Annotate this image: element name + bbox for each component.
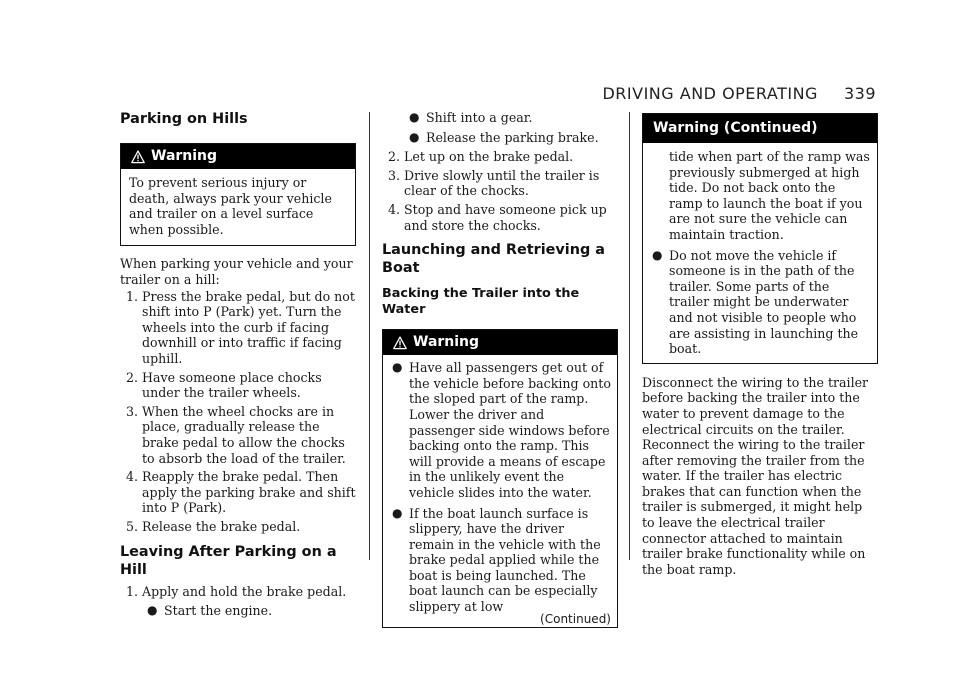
warning-label: Warning bbox=[413, 334, 480, 351]
wiring-paragraph: Disconnect the wiring to the trailer before backing the trailer into the water to prevent damage to the electrical circuits on the trailer. Reconnect the wiring to the trailer after removing the trailer from the water. If the trailer has electric brakes that can function when the trailer is submerged, it might help to leave the electrical trailer connector attached to maintain trailer brake functionality while on the boat ramp. bbox=[642, 374, 869, 577]
warning-header bbox=[121, 144, 355, 169]
warning-body bbox=[383, 355, 617, 627]
running-head bbox=[602, 84, 876, 103]
list-item: 4. Stop and have someone pick up and store the chocks. bbox=[388, 201, 607, 233]
column-2 bbox=[382, 110, 618, 628]
page-number: 339 bbox=[843, 84, 876, 103]
bullet-icon: ● bbox=[409, 110, 420, 124]
bullet-icon: ● bbox=[652, 247, 663, 262]
list-item: ● Have all passengers get out of the vehicle before backing onto the sloped part of the ramp. Lower the driver and passenger side windows before backing onto the ramp. This will provide a means of escape in the unlikely event the vehicle slides into the water. bbox=[392, 360, 611, 500]
warning-text: To prevent serious injury or death, always park your vehicle and trailer on a level surface when possible. bbox=[129, 175, 332, 237]
list-item: 2. Have someone place chocks under the trailer wheels. bbox=[126, 369, 322, 401]
section-heading-parking-on-hills: Parking on Hills bbox=[120, 111, 248, 127]
leaving-steps-list bbox=[120, 584, 356, 618]
bullet-icon: ● bbox=[147, 603, 158, 618]
bullet-icon: ● bbox=[392, 505, 403, 520]
section-heading-launching-boat: Launching and Retrieving a Boat bbox=[382, 242, 605, 277]
warning-label: Warning bbox=[151, 148, 218, 164]
list-item: ● Start the engine. bbox=[147, 603, 273, 619]
list-item: ● If the boat launch surface is slippery, have the driver remain in the vehicle with the brake pedal applied while the boat is being launched. The boat launch can be especially slippery at low bbox=[392, 505, 601, 615]
subsection-heading-backing-trailer: Backing the Trailer into the Water bbox=[382, 286, 580, 318]
column-1 bbox=[120, 110, 356, 619]
warning-box bbox=[120, 143, 356, 246]
parking-steps-list bbox=[120, 289, 356, 535]
section-title: DRIVING AND OPERATING bbox=[602, 84, 818, 103]
warning-body bbox=[643, 143, 877, 363]
warning-box bbox=[382, 329, 618, 628]
list-item: ● Shift into a gear. bbox=[409, 110, 533, 125]
section-heading-leaving-after-parking: Leaving After Parking on a Hill bbox=[120, 544, 337, 579]
column-divider bbox=[629, 112, 630, 560]
warning-triangle-icon bbox=[131, 150, 145, 164]
column-3 bbox=[642, 113, 878, 577]
warning-header bbox=[383, 330, 617, 355]
column-divider bbox=[369, 112, 370, 560]
warning-triangle-icon bbox=[393, 336, 407, 350]
warning-label: Warning (Continued) bbox=[653, 120, 818, 136]
list-item: 1. Press the brake pedal, but do not shift into P (Park) yet. Turn the wheels into the curb if facing downhill or into traffic if facing uphill. bbox=[126, 288, 355, 366]
list-item: 1. Apply and hold the brake pedal. bbox=[126, 584, 347, 600]
continued-label: (Continued) bbox=[540, 611, 611, 626]
gear-steps-list bbox=[382, 110, 618, 233]
list-item: 3. When the wheel chocks are in place, gradually release the brake pedal to allow the chocks to absorb the load of the trailer. bbox=[126, 403, 346, 466]
list-item: 5. Release the brake pedal. bbox=[126, 518, 301, 534]
warning-continued-text: tide when part of the ramp was previously submerged at high tide. Do not back onto the ramp to launch the boat if you are not sure the vehicle can maintain traction. bbox=[669, 149, 870, 242]
list-item: 2. Let up on the brake pedal. bbox=[388, 149, 574, 165]
warning-header bbox=[643, 114, 877, 143]
list-item: ● Do not move the vehicle if someone is in the path of the trailer. Some parts of the trailer might be underwater and not visible to people who are assisting in launching the boat. bbox=[652, 247, 859, 357]
bullet-icon: ● bbox=[392, 360, 403, 375]
list-item: 4. Reapply the brake pedal. Then apply the parking brake and shift into P (Park). bbox=[126, 469, 356, 516]
list-item: 3. Drive slowly until the trailer is clear of the chocks. bbox=[388, 167, 600, 199]
list-item: ● Release the parking brake. bbox=[409, 129, 599, 145]
bullet-icon: ● bbox=[409, 129, 420, 144]
warning-box-continued bbox=[642, 113, 878, 364]
intro-paragraph: When parking your vehicle and your trailer on a hill: bbox=[120, 256, 353, 287]
